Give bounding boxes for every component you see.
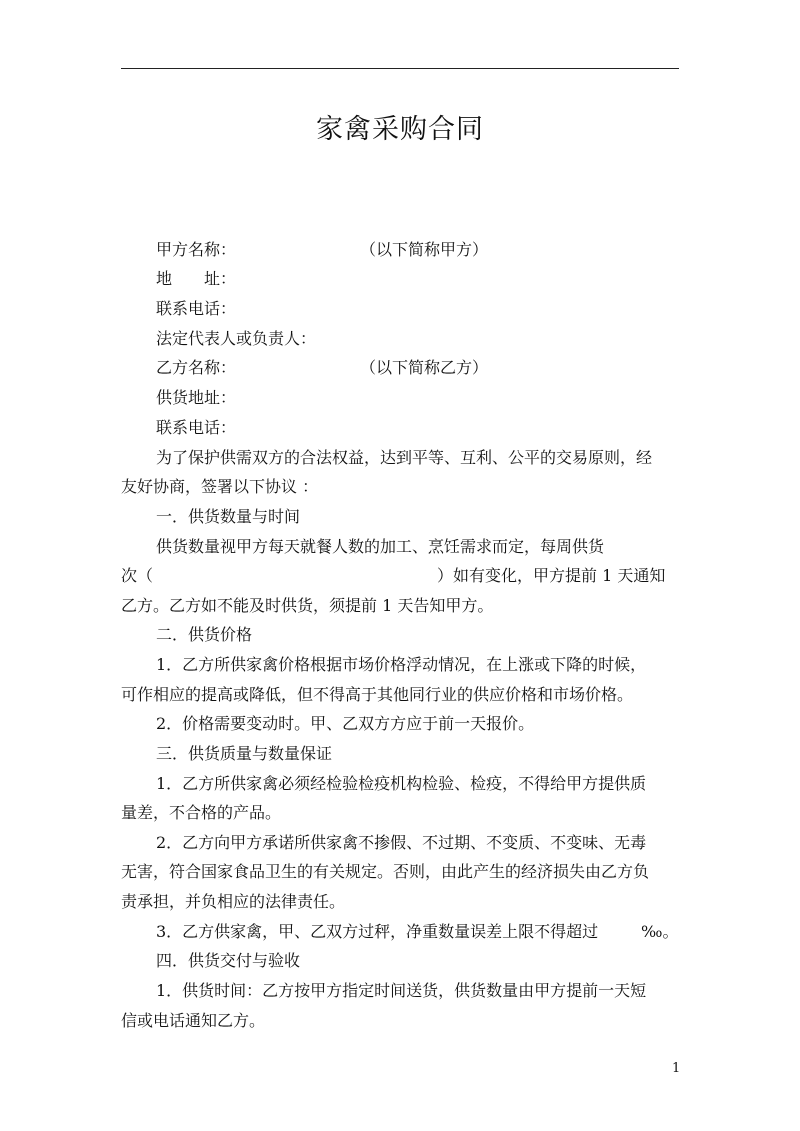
section-3-item-1-line-1: 1．乙方所供家禽必须经检验检疫机构检验、检疫，不得给甲方提供质 [156,774,647,793]
section-3-item-1-line-2: 量差，不合格的产品。 [121,803,282,822]
section-1-para-line-3: 乙方。乙方如不能及时供货，须提前 1 天告知甲方。 [121,596,494,615]
section-1-para-line-1: 供货数量视甲方每天就餐人数的加工、烹饪需求而定，每周供货 [156,537,605,556]
section-4-heading: 四．供货交付与验收 [156,951,301,970]
section-3-heading: 三．供货质量与数量保证 [156,744,333,763]
section-3-item-3-unit: ‰。 [641,922,679,941]
section-2-heading: 二．供货价格 [156,625,253,644]
party-a-name-label: 甲方名称： [156,240,237,259]
section-3-item-2-line-2: 无害，符合国家食品卫生的有关规定。否则，由此产生的经济损失由乙方负 [121,862,650,881]
section-3-item-2-line-1: 2．乙方向甲方承诺所供家禽不掺假、不过期、不变质、不变味、无毒 [156,833,647,852]
preamble-line-1: 为了保护供需双方的合法权益，达到平等、互利、公平的交易原则，经 [156,448,653,467]
party-b-phone-label: 联系电话： [156,418,237,437]
section-3-item-2-line-3: 责承担，并负相应的法律责任。 [121,892,346,911]
preamble-line-2: 友好协商，签署以下协议 ： [121,477,319,496]
legal-representative-label: 法定代表人或负责人： [156,329,317,348]
party-b-alias: （以下简称乙方） [360,358,489,377]
section-2-item-2: 2．价格需要变动时。甲、乙双方方应于前一天报价。 [156,714,535,733]
party-b-name-label: 乙方名称： [156,358,237,377]
party-a-alias: （以下简称甲方） [360,240,489,259]
section-2-item-1-line-1: 1．乙方所供家禽价格根据市场价格浮动情况，在上涨或下降的时候， [156,655,647,674]
section-4-item-1-line-2: 信或电话通知乙方。 [121,1011,266,1030]
supply-address-label: 供货地址： [156,388,237,407]
page-number: 1 [672,1061,681,1076]
address-label: 地 址： [156,269,237,288]
section-4-item-1-line-1: 1．供货时间：乙方按甲方指定时间送货，供货数量由甲方提前一天短 [156,981,647,1000]
section-1-para-line-2a: 次（ [121,566,154,585]
section-2-item-1-line-2: 可作相应的提高或降低，但不得高于其他同行业的供应价格和市场价格。 [121,685,634,704]
phone-label: 联系电话： [156,299,237,318]
section-1-heading: 一．供货数量与时间 [156,507,301,526]
header-rule [121,68,679,69]
section-3-item-3: 3．乙方供家禽，甲、乙双方过秤，净重数量误差上限不得超过 [156,922,599,941]
section-1-para-line-2b: ）如有变化，甲方提前 1 天通知 [437,566,666,585]
document-title: 家禽采购合同 [316,114,484,145]
